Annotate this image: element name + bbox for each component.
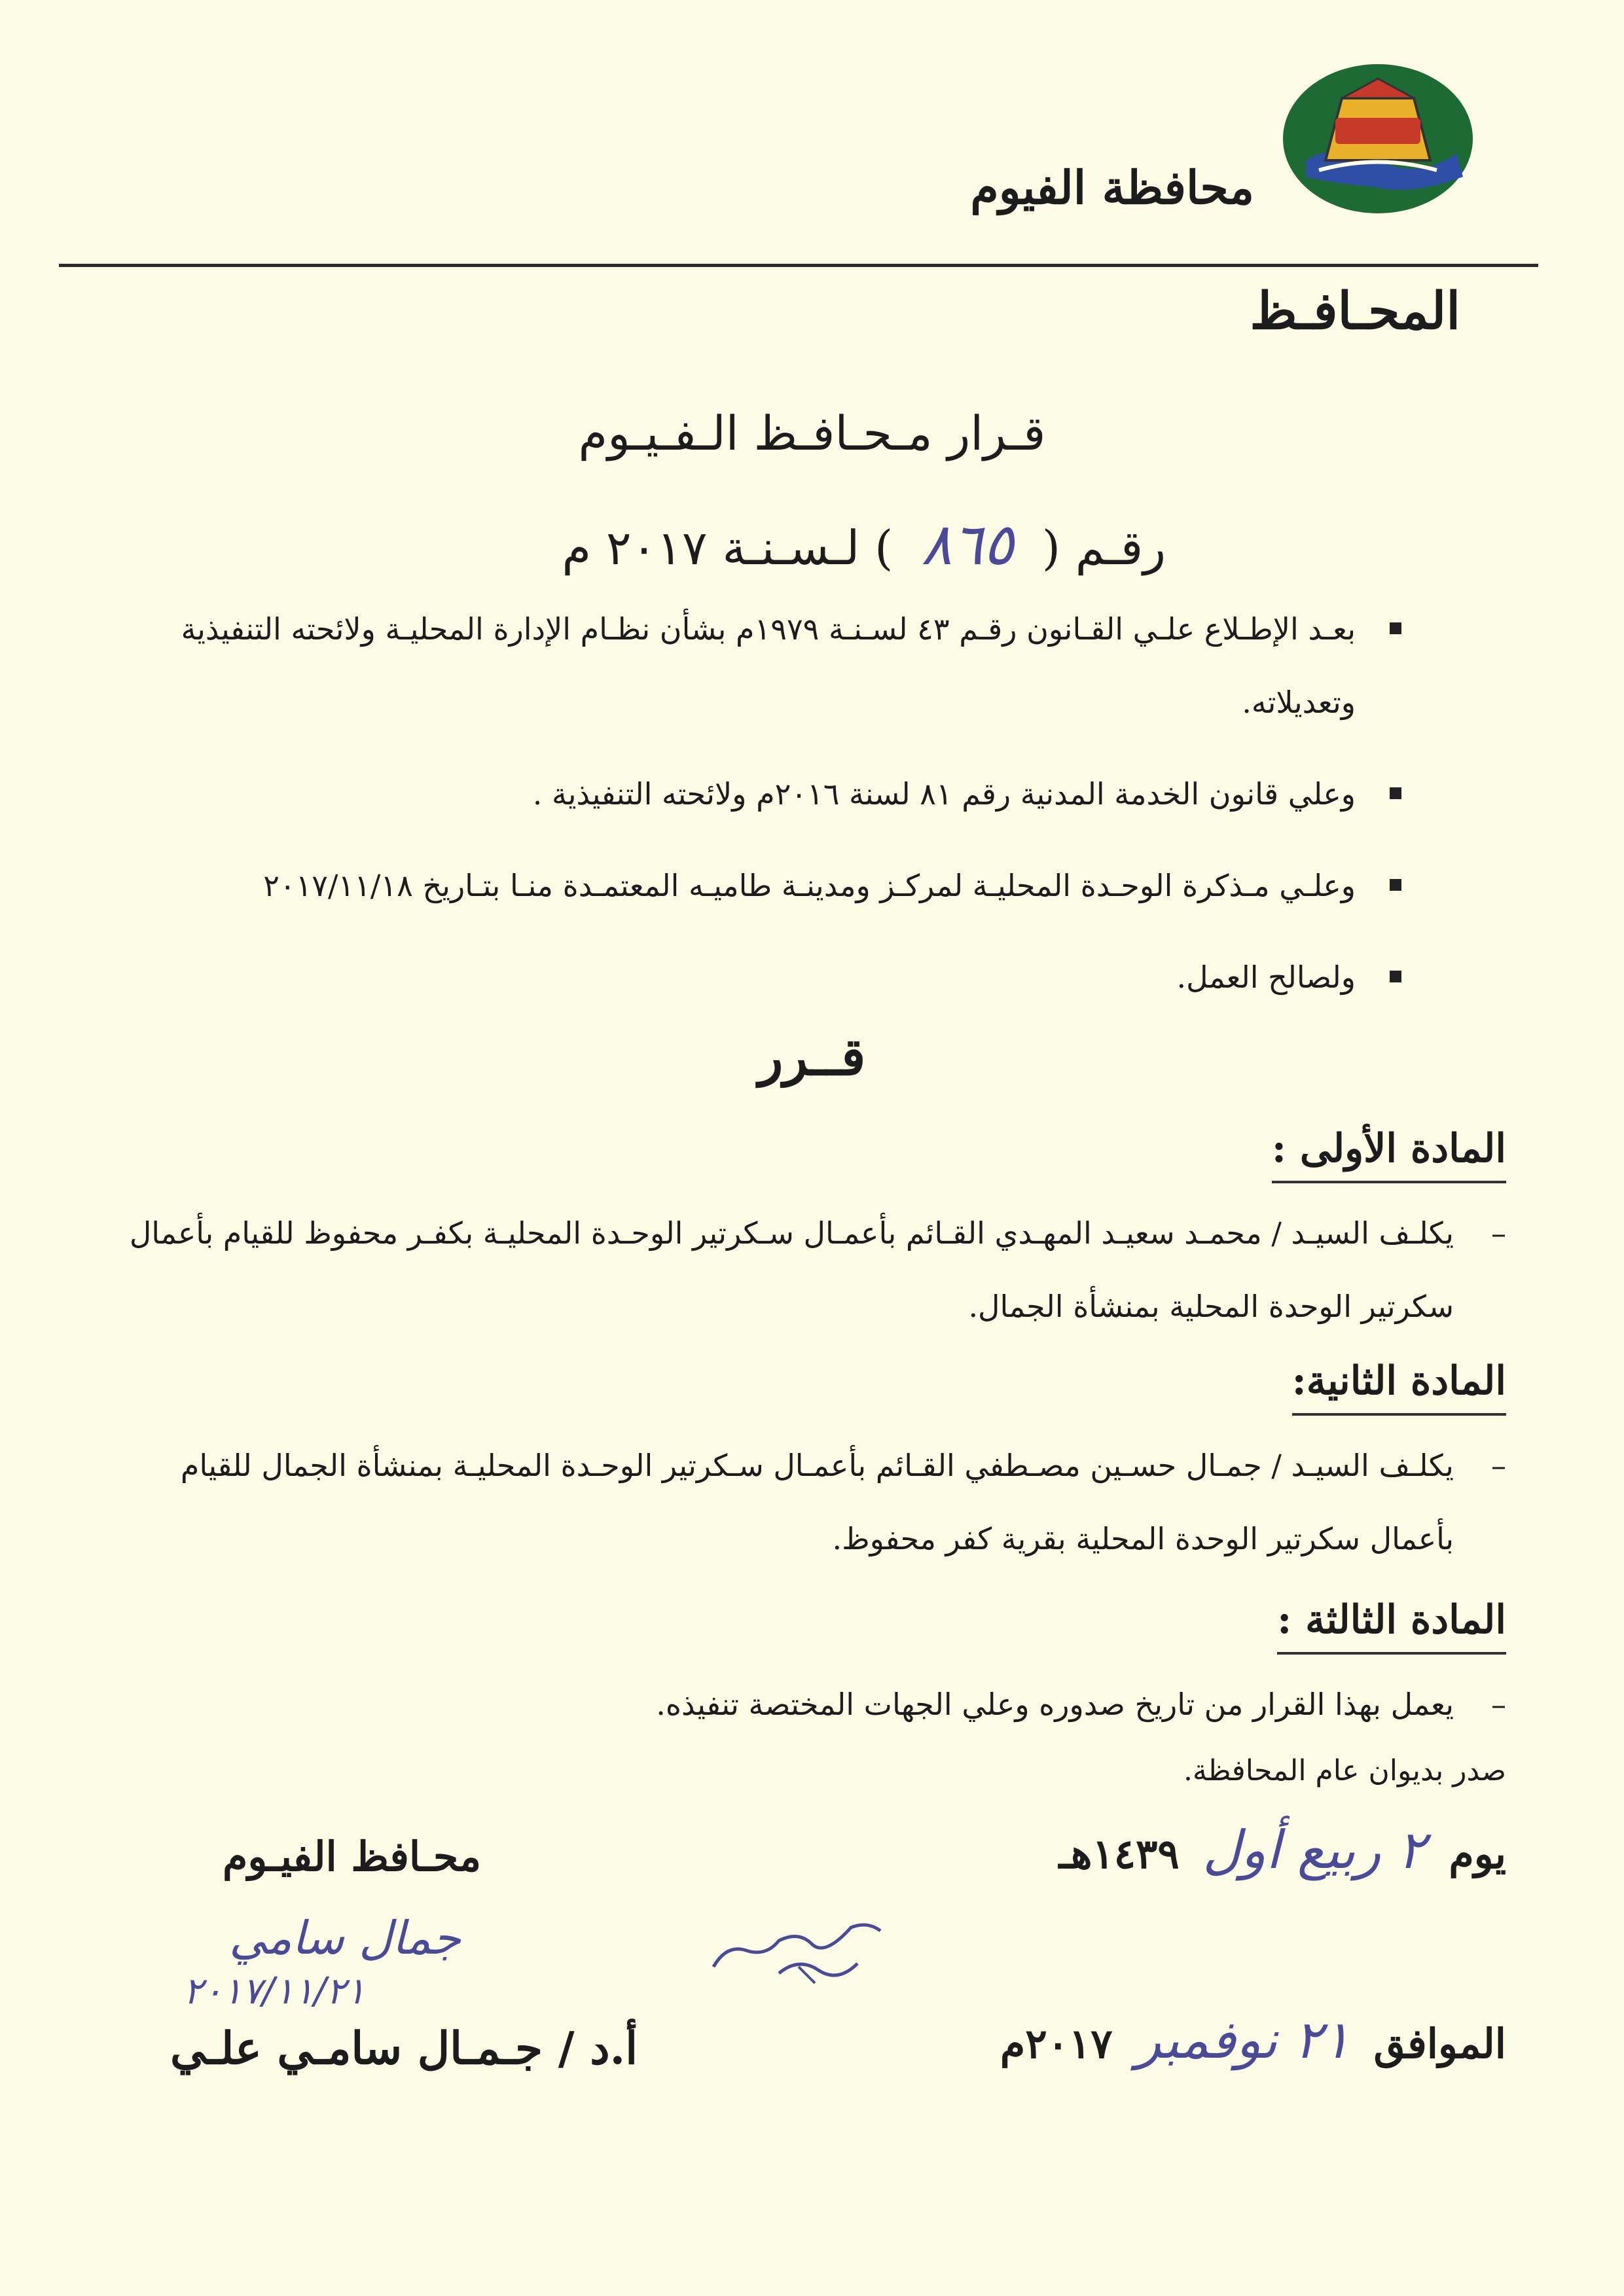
signatory-name: أ.د / جـمـال سامـي علـي bbox=[170, 2022, 638, 2075]
gregorian-date-line: الموافق ٢١ نوفمبر ٢٠١٧م bbox=[1000, 2009, 1506, 2070]
dash-icon: – bbox=[1491, 1448, 1506, 1483]
article-heading: المادة الأولى : bbox=[1272, 1126, 1506, 1183]
issued-note: صدر بديوان عام المحافظة. bbox=[1183, 1754, 1506, 1787]
governorate-name: محافظة الفيوم bbox=[970, 160, 1254, 215]
header-divider bbox=[59, 264, 1538, 267]
dash-icon: – bbox=[1491, 1215, 1506, 1251]
article-heading: المادة الثالثة : bbox=[1277, 1597, 1506, 1655]
gregorian-date-handwritten: ٢١ نوفمبر bbox=[1136, 2009, 1350, 2070]
bullet-square-icon bbox=[1390, 787, 1401, 799]
office-title: المحـافـظ bbox=[1250, 281, 1460, 341]
decree-number-line bbox=[562, 511, 1166, 578]
signatory-title: محـافظ الفيـوم bbox=[223, 1833, 482, 1880]
preamble-item: وعلي قانون الخدمة المدنية رقم ٨١ لسنة ٢٠١٦م ولائحته التنفيذية . bbox=[86, 757, 1401, 831]
signatory-handwritten-signature: جمال سامي bbox=[229, 1911, 461, 1965]
preamble-list bbox=[86, 592, 1401, 1032]
decree-number-handwritten: ٨٦٥ bbox=[921, 511, 1014, 578]
hijri-date-handwritten: ٢ ربيع أول bbox=[1202, 1820, 1426, 1880]
decree-title-text: قـرار مـحـافـظ الـفـيـوم bbox=[578, 406, 1046, 461]
decree-number-prefix: رقـم ( bbox=[1041, 520, 1166, 575]
preamble-item: وعلـي مـذكرة الوحـدة المحليـة لمركـز ومدينـة طاميـه المعتمـدة منـا بتـاريخ ٢٠١٧/١١/١٨ bbox=[86, 849, 1401, 922]
article-body: – يعمل بهذا القرار من تاريخ صدوره وعلي الجهات المختصة تنفيذه. bbox=[99, 1668, 1506, 1741]
bullet-square-icon bbox=[1390, 879, 1401, 891]
governorate-logo bbox=[1280, 62, 1476, 216]
decree-title bbox=[0, 406, 1624, 461]
article-3 bbox=[99, 1597, 1506, 1741]
signatory-handwritten-date: ٢٠١٧/١١/٢١ bbox=[183, 1970, 366, 2013]
clerk-initials-signature bbox=[700, 1905, 897, 1990]
article-2 bbox=[99, 1358, 1506, 1575]
decided-heading: قــرر bbox=[758, 1028, 866, 1087]
article-body: – يكلـف السيـد / جمـال حسـين مصـطفي القـائم بأعمـال سـكرتير الوحـدة المحليـة بمنشأة الجمال للقيام بأعمال سكرتير الوحدة المحلية بقرية كفر محفوظ. bbox=[99, 1429, 1506, 1575]
article-heading: المادة الثانية: bbox=[1292, 1358, 1506, 1416]
hijri-date-line: يوم ٢ ربيع أول ١٤٣٩هـ bbox=[1058, 1820, 1506, 1880]
decree-number-suffix: ) لـسـنـة ٢٠١٧ م bbox=[562, 520, 893, 575]
article-1 bbox=[99, 1126, 1506, 1343]
bullet-square-icon bbox=[1390, 622, 1401, 634]
preamble-item: بعـد الإطـلاع علـي القـانون رقـم ٤٣ لسـنـة ١٩٧٩م بشأن نظـام الإدارة المحليـة ولائحته التنفيذية وتعديلاته. bbox=[86, 592, 1401, 739]
preamble-item: ولصالح العمل. bbox=[86, 941, 1401, 1014]
bullet-square-icon bbox=[1390, 971, 1401, 982]
article-body: – يكلـف السيـد / محمـد سعيـد المهـدي القـائم بأعمـال سـكرتير الوحـدة المحليـة بكفـر محفوظ للقيام بأعمال سكرتير الوحدة المحلية بمنشأة الجمال. bbox=[99, 1196, 1506, 1343]
dash-icon: – bbox=[1491, 1687, 1506, 1722]
